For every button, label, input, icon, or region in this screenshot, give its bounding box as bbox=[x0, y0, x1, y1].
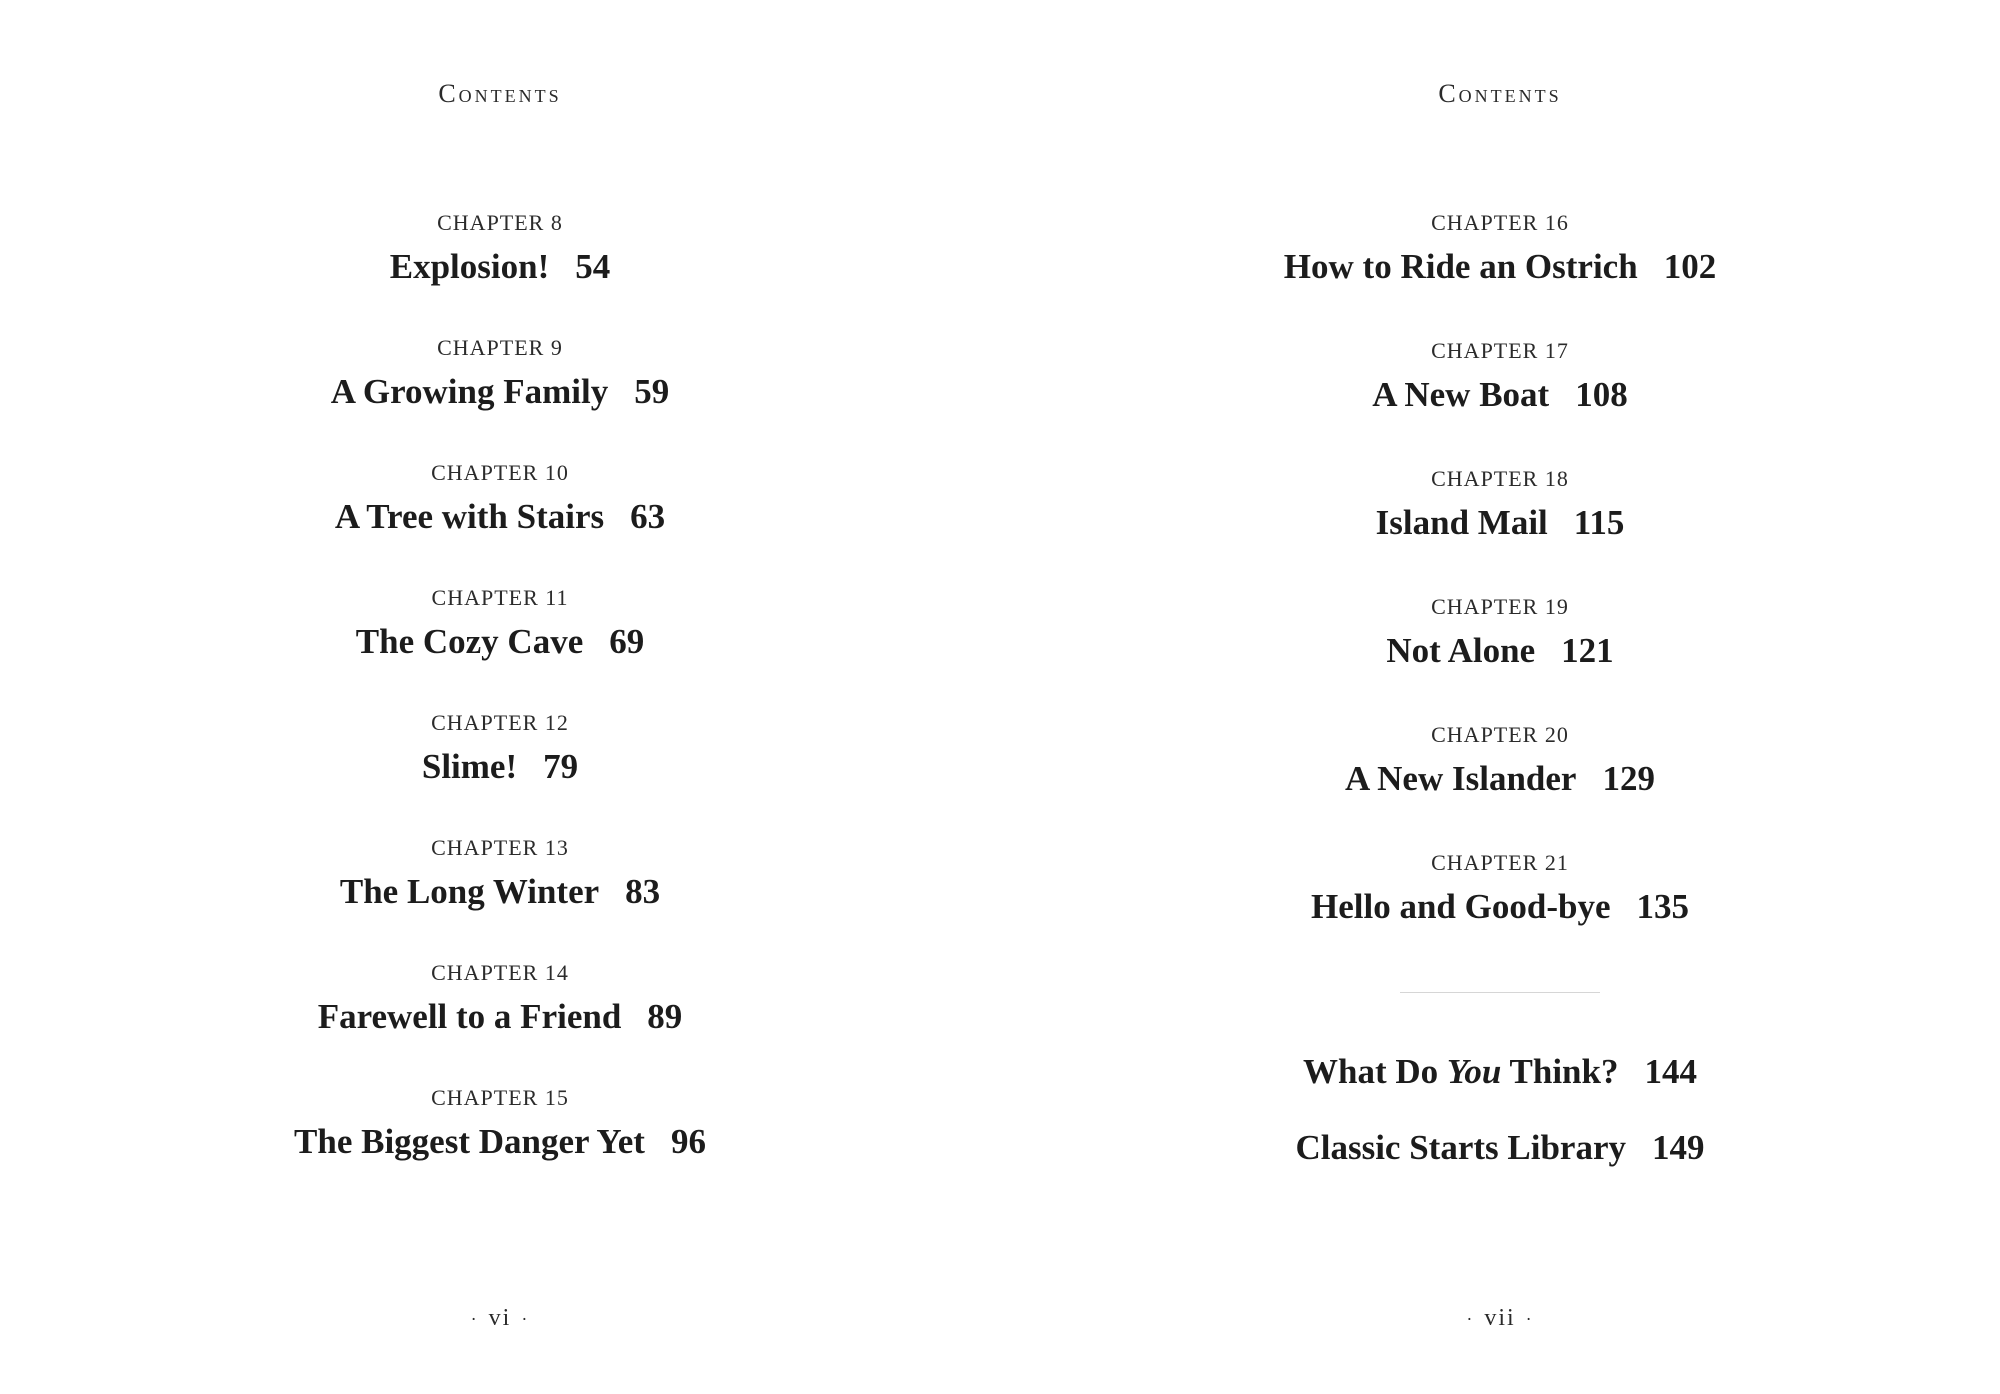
back-matter-entry[interactable] bbox=[1000, 1050, 2000, 1094]
folio-number: vii bbox=[1484, 1305, 1516, 1331]
chapter-title bbox=[390, 245, 611, 289]
chapter-title-text: The Cozy Cave bbox=[355, 622, 584, 661]
page-number: 63 bbox=[630, 497, 666, 536]
chapter-title-text: Not Alone bbox=[1386, 631, 1536, 670]
toc-entry[interactable] bbox=[422, 709, 578, 834]
back-matter-title: Classic Starts Library bbox=[1295, 1128, 1627, 1167]
page-number: 129 bbox=[1602, 759, 1655, 798]
chapter-title-text: Farewell to a Friend bbox=[317, 997, 622, 1036]
folio-dot: · bbox=[1525, 1308, 1534, 1329]
toc-entry[interactable] bbox=[1386, 593, 1613, 721]
folio-number: vi bbox=[488, 1305, 512, 1331]
page-number: 115 bbox=[1573, 503, 1625, 542]
toc-entry[interactable] bbox=[340, 834, 660, 959]
page-folio bbox=[0, 1305, 1000, 1332]
page-number: 102 bbox=[1663, 247, 1717, 286]
page-number: 54 bbox=[575, 247, 611, 286]
chapter-title bbox=[318, 995, 683, 1039]
chapter-label: CHAPTER 8 bbox=[437, 210, 563, 235]
chapter-label: CHAPTER 15 bbox=[431, 1085, 569, 1110]
chapter-title bbox=[1345, 757, 1655, 801]
page-number: 108 bbox=[1575, 375, 1628, 414]
back-matter-title bbox=[1303, 1052, 1618, 1091]
page-number: 121 bbox=[1561, 631, 1614, 670]
folio-dot: · bbox=[1466, 1308, 1475, 1329]
title-part: What Do bbox=[1303, 1052, 1447, 1091]
folio-dot: · bbox=[521, 1308, 530, 1329]
chapter-title bbox=[356, 620, 644, 664]
chapter-label: CHAPTER 9 bbox=[437, 335, 563, 360]
toc-entry[interactable] bbox=[1372, 337, 1627, 465]
chapter-title-text: A Growing Family bbox=[330, 372, 609, 411]
toc-entry[interactable] bbox=[1284, 209, 1716, 337]
chapter-title bbox=[340, 870, 660, 914]
folio-dot: · bbox=[470, 1308, 479, 1329]
toc-list bbox=[1000, 209, 2000, 977]
chapter-label: CHAPTER 19 bbox=[1431, 594, 1569, 619]
toc-entry[interactable] bbox=[390, 209, 611, 334]
chapter-label: CHAPTER 20 bbox=[1431, 722, 1569, 747]
running-head: Contents bbox=[438, 79, 562, 108]
chapter-title-text: Explosion! bbox=[389, 247, 550, 286]
chapter-title bbox=[1386, 629, 1613, 673]
chapter-label: CHAPTER 10 bbox=[431, 460, 569, 485]
right-page bbox=[1000, 0, 2000, 1394]
page-folio bbox=[1000, 1305, 2000, 1332]
running-head: Contents bbox=[1438, 79, 1562, 108]
toc-entry[interactable] bbox=[294, 1084, 706, 1209]
chapter-title bbox=[1311, 885, 1689, 929]
page-number: 96 bbox=[670, 1122, 706, 1161]
chapter-title-text: Slime! bbox=[421, 747, 518, 786]
chapter-title bbox=[1284, 245, 1716, 289]
chapter-label: CHAPTER 14 bbox=[431, 960, 569, 985]
chapter-label: CHAPTER 12 bbox=[431, 710, 569, 735]
chapter-label: CHAPTER 11 bbox=[431, 585, 569, 610]
chapter-title-text: The Biggest Danger Yet bbox=[294, 1122, 645, 1161]
chapter-label: CHAPTER 21 bbox=[1431, 850, 1569, 875]
chapter-title bbox=[1376, 501, 1625, 545]
chapter-label: CHAPTER 18 bbox=[1431, 466, 1569, 491]
toc-entry[interactable] bbox=[335, 459, 665, 584]
page-number: 79 bbox=[543, 747, 579, 786]
toc-entry[interactable] bbox=[318, 959, 683, 1084]
toc-list bbox=[0, 209, 1000, 1209]
page-number: 135 bbox=[1636, 887, 1689, 926]
back-matter-entry[interactable] bbox=[1000, 1126, 2000, 1170]
chapter-title bbox=[331, 370, 669, 414]
chapter-title bbox=[335, 495, 665, 539]
page-number: 69 bbox=[609, 622, 645, 661]
chapter-title-text: Island Mail bbox=[1375, 503, 1548, 542]
toc-entry[interactable] bbox=[356, 584, 644, 709]
page-number: 83 bbox=[625, 872, 661, 911]
chapter-title-text: A Tree with Stairs bbox=[334, 497, 605, 536]
title-italic-part: You bbox=[1446, 1052, 1502, 1091]
title-part: Think? bbox=[1501, 1052, 1619, 1091]
page-number: 59 bbox=[634, 372, 670, 411]
chapter-title-text: How to Ride an Ostrich bbox=[1283, 247, 1638, 286]
chapter-label: CHAPTER 13 bbox=[431, 835, 569, 860]
section-divider bbox=[1400, 992, 1600, 993]
toc-entry[interactable] bbox=[331, 334, 669, 459]
page-number: 144 bbox=[1644, 1052, 1697, 1091]
toc-entry[interactable] bbox=[1376, 465, 1625, 593]
chapter-title bbox=[294, 1120, 706, 1164]
page-number: 149 bbox=[1652, 1128, 1705, 1167]
chapter-title-text: A New Islander bbox=[1345, 759, 1577, 798]
toc-entry[interactable] bbox=[1345, 721, 1655, 849]
chapter-label: CHAPTER 17 bbox=[1431, 338, 1569, 363]
chapter-title-text: A New Boat bbox=[1372, 375, 1550, 414]
chapter-title bbox=[422, 745, 578, 789]
chapter-label: CHAPTER 16 bbox=[1431, 210, 1569, 235]
chapter-title-text: Hello and Good-bye bbox=[1311, 887, 1611, 926]
chapter-title-text: The Long Winter bbox=[339, 872, 600, 911]
chapter-title bbox=[1372, 373, 1627, 417]
toc-entry[interactable] bbox=[1311, 849, 1689, 977]
page-number: 89 bbox=[647, 997, 683, 1036]
